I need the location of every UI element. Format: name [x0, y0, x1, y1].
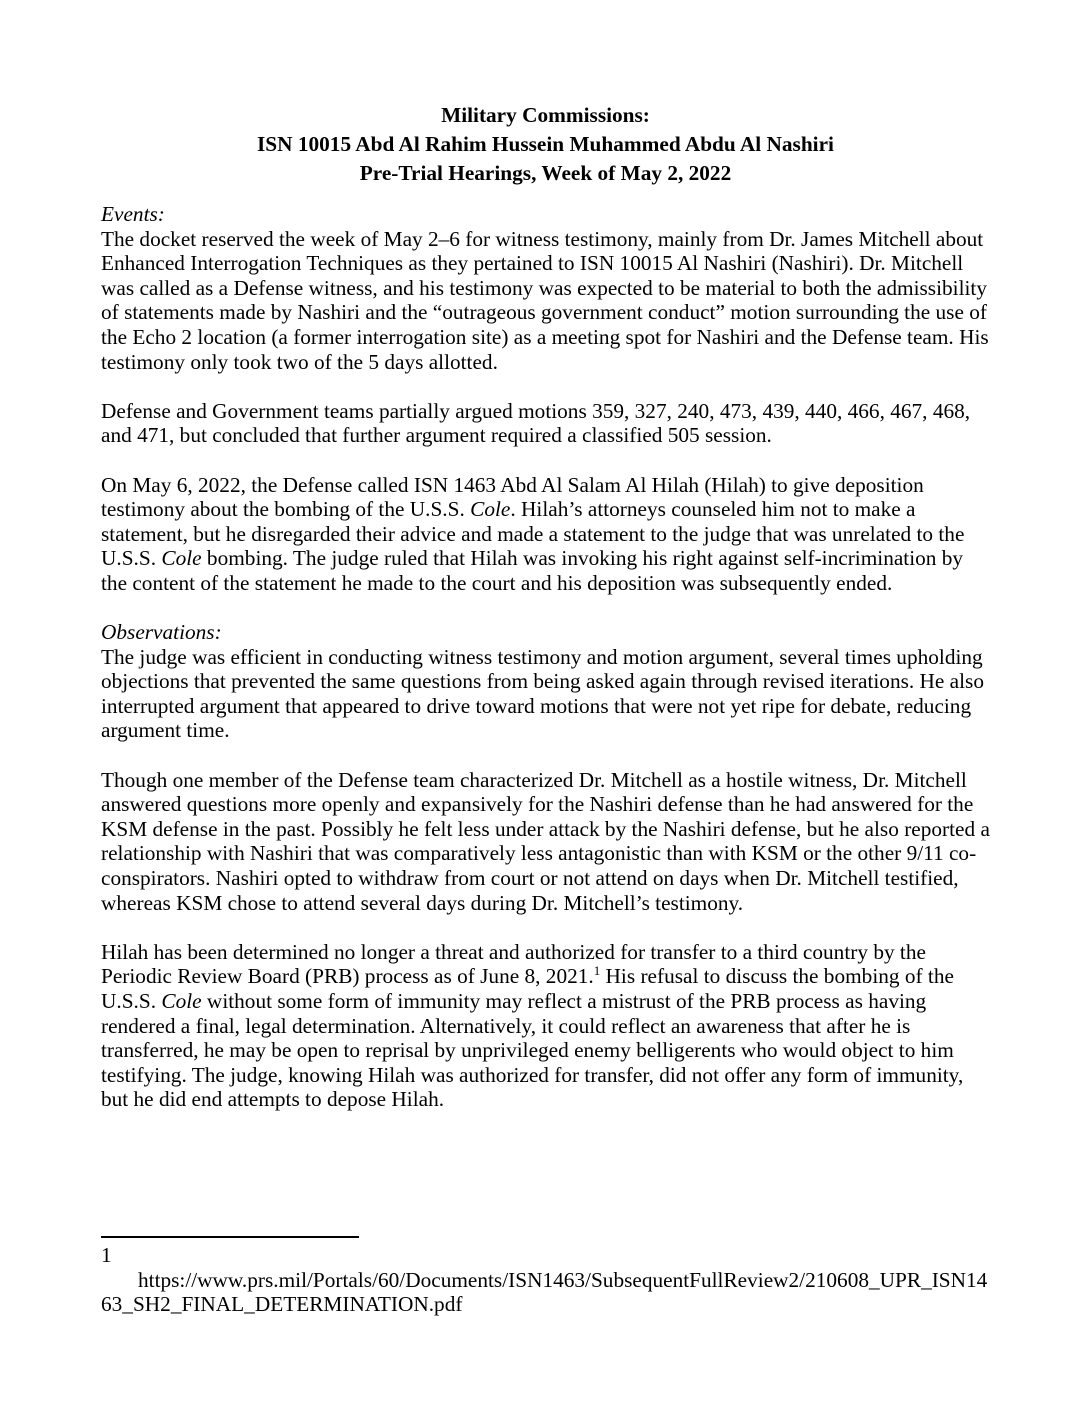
title-line-3: Pre-Trial Hearings, Week of May 2, 2022: [359, 161, 732, 185]
document-title: [101, 101, 990, 188]
events-paragraph-1: The docket reserved the week of May 2–6 for witness testimony, mainly from Dr. James Mitchell about Enhanced Interrogation Techniques as they pertained to ISN 10015 Al Nashiri (Nashiri). Dr. Mitchell was called as a Defense witness, and his testimony was expected to be material to both the admissibility of statements made by Nashiri and the “outrageous government conduct” motion surrounding the use of the Echo 2 location (a former interrogation site) as a meeting spot for Nashiri and the Defense team. His testimony only took two of the 5 days allotted.: [101, 226, 989, 374]
spacer: [101, 374, 990, 399]
spacer: [101, 188, 990, 202]
observations-paragraph-2: Though one member of the Defense team characterized Dr. Mitchell as a hostile witness, Dr. Mitchell answered questions more openly and expansively for the Nashiri defense than he had answered for the KSM defense in the past. Possibly he felt less under attack by the Nashiri defense, but he also reported a relationship with Nashiri that was comparatively less antagonistic than with KSM or the other 9/11 co-conspirators. Nashiri opted to withdraw from court or not attend on days when Dr. Mitchell testified, whereas KSM chose to attend several days during Dr. Mitchell’s testimony.: [101, 767, 990, 915]
title-line-1: Military Commissions:: [441, 103, 650, 127]
footnote-url[interactable]: https://www.prs.mil/Portals/60/Documents/ISN1463/SubsequentFullReview2/210608_UPR_ISN1463_SH2_FINAL_DETERMINATION.pdf: [101, 1267, 988, 1317]
observations-heading: Observations:: [101, 620, 222, 645]
title-line-2: ISN 10015 Abd Al Rahim Hussein Muhammed Abdu Al Nashiri: [257, 132, 834, 156]
document-content: [101, 101, 990, 1112]
events-heading: Events:: [101, 202, 165, 226]
footnote-area: [101, 1236, 990, 1317]
spacer: [101, 915, 990, 940]
spacer: [101, 743, 990, 768]
events-paragraph-3: On May 6, 2022, the Defense called ISN 1463 Abd Al Salam Al Hilah (Hilah) to give deposition testimony about the bombing of the U.S.S. Cole. Hilah’s attorneys counseled him not to make a statement, but he disregarded their advice and made a statement to the judge that was unrelated to the U.S.S. Cole bombing. The judge ruled that Hilah was invoking his right against self-incrimination by the content of the statement he made to the court and his deposition was subsequently ended.: [101, 472, 965, 595]
observations-paragraph-1: The judge was efficient in conducting witness testimony and motion argument, several times upholding objections that prevented the same questions from being asked again through revised iterations. He also interrupted argument that appeared to drive toward motions that were not yet ripe for debate, reducing argument time.: [101, 644, 984, 743]
footnote-number: 1: [101, 1243, 112, 1267]
observations-paragraph-3: Hilah has been determined no longer a threat and authorized for transfer to a third country by the Periodic Review Board (PRB) process as of June 8, 2021.$^1$ His refusal to discuss the bombing of the U.S.S. Cole without some form of immunity may reflect a mistrust of the PRB process as having rendered a final, legal determination. Alternatively, it could reflect an awareness that after he is transferred, he may be open to reprisal by unprivileged enemy belligerents who would object to him testifying. The judge, knowing Hilah was authorized for transfer, did not offer any form of immunity, but he did end attempts to depose Hilah.: [101, 939, 964, 1112]
spacer: [101, 596, 990, 621]
spacer: [101, 448, 990, 473]
events-paragraph-2: Defense and Government teams partially argued motions 359, 327, 240, 473, 439, 440, 466, 467, 468, and 471, but concluded that further argument required a classified 505 session.: [101, 398, 971, 448]
footnote-separator: [101, 1236, 359, 1238]
